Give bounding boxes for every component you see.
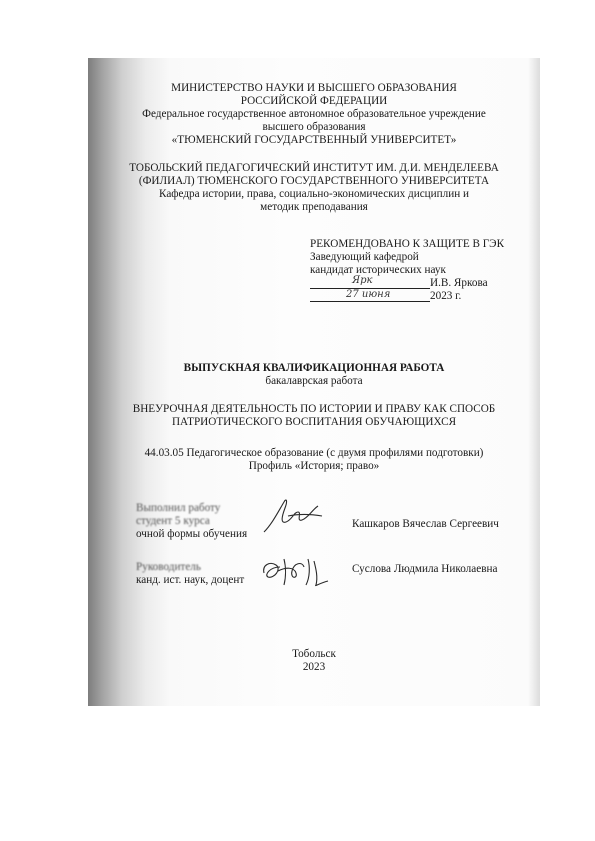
institution-line-2: высшего образования: [262, 121, 366, 133]
ministry-line-2: РОССИЙСКОЙ ФЕДЕРАЦИИ: [240, 95, 388, 107]
supervisor-label-1: Руководитель: [136, 561, 201, 573]
work-level: бакалаврская работа: [265, 375, 363, 387]
work-title-line-2: ПАТРИОТИЧЕСКОГО ВОСПИТАНИЯ ОБУЧАЮЩИХСЯ: [171, 416, 457, 428]
approval-date-handwritten: 27 июня: [346, 289, 391, 300]
work-profile: Профиль «История; право»: [248, 460, 380, 472]
department-line-2: методик преподавания: [260, 201, 368, 213]
approval-year: 2023 г.: [430, 290, 462, 302]
supervisor-name: Суслова Людмила Николаевна: [352, 563, 498, 575]
work-program: 44.03.05 Педагогическое образование (с двумя профилями подготовки): [144, 447, 484, 459]
department-line-1: Кафедра истории, права, социально-экономических дисциплин и: [159, 188, 469, 200]
approval-position: Заведующий кафедрой: [310, 251, 419, 263]
university-name: «ТЮМЕНСКИЙ ГОСУДАРСТВЕННЫЙ УНИВЕРСИТЕТ»: [171, 134, 457, 146]
author-label-2: студент 5 курса: [136, 515, 210, 527]
approval-signature-handwritten: Ярк: [352, 275, 373, 286]
work-title-line-1: ВНЕУРОЧНАЯ ДЕЯТЕЛЬНОСТЬ ПО ИСТОРИИ И ПРАВУ КАК СПОСОБ: [132, 403, 496, 415]
footer-city: Тобольск: [292, 648, 336, 660]
author-name: Кашкаров Вячеслав Сергеевич: [352, 518, 499, 530]
date-line: [310, 301, 430, 302]
author-label-3: очной формы обучения: [136, 528, 248, 540]
branch-line-2: (ФИЛИАЛ) ТЮМЕНСКОГО ГОСУДАРСТВЕННОГО УНИВЕРСИТЕТА: [138, 175, 490, 187]
approval-degree: кандидат исторических наук: [310, 264, 446, 276]
branch-line-1: ТОБОЛЬСКИЙ ПЕДАГОГИЧЕСКИЙ ИНСТИТУТ ИМ. Д.И. МЕНДЕЛЕЕВА: [129, 162, 499, 174]
institution-line-1: Федеральное государственное автономное образовательное учреждение: [142, 108, 486, 120]
supervisor-signature: [258, 555, 338, 589]
approval-title: РЕКОМЕНДОВАНО К ЗАЩИТЕ В ГЭК: [310, 238, 505, 250]
ministry-line-1: МИНИСТЕРСТВО НАУКИ И ВЫСШЕГО ОБРАЗОВАНИЯ: [171, 82, 457, 94]
footer-year: 2023: [302, 661, 326, 673]
work-type: ВЫПУСКНАЯ КВАЛИФИКАЦИОННАЯ РАБОТА: [183, 362, 445, 374]
supervisor-label-2: канд. ист. наук, доцент: [136, 574, 245, 586]
author-signature: [258, 494, 326, 538]
author-label-1: Выполнил работу: [136, 502, 221, 514]
approval-signer: И.В. Яркова: [430, 277, 488, 289]
